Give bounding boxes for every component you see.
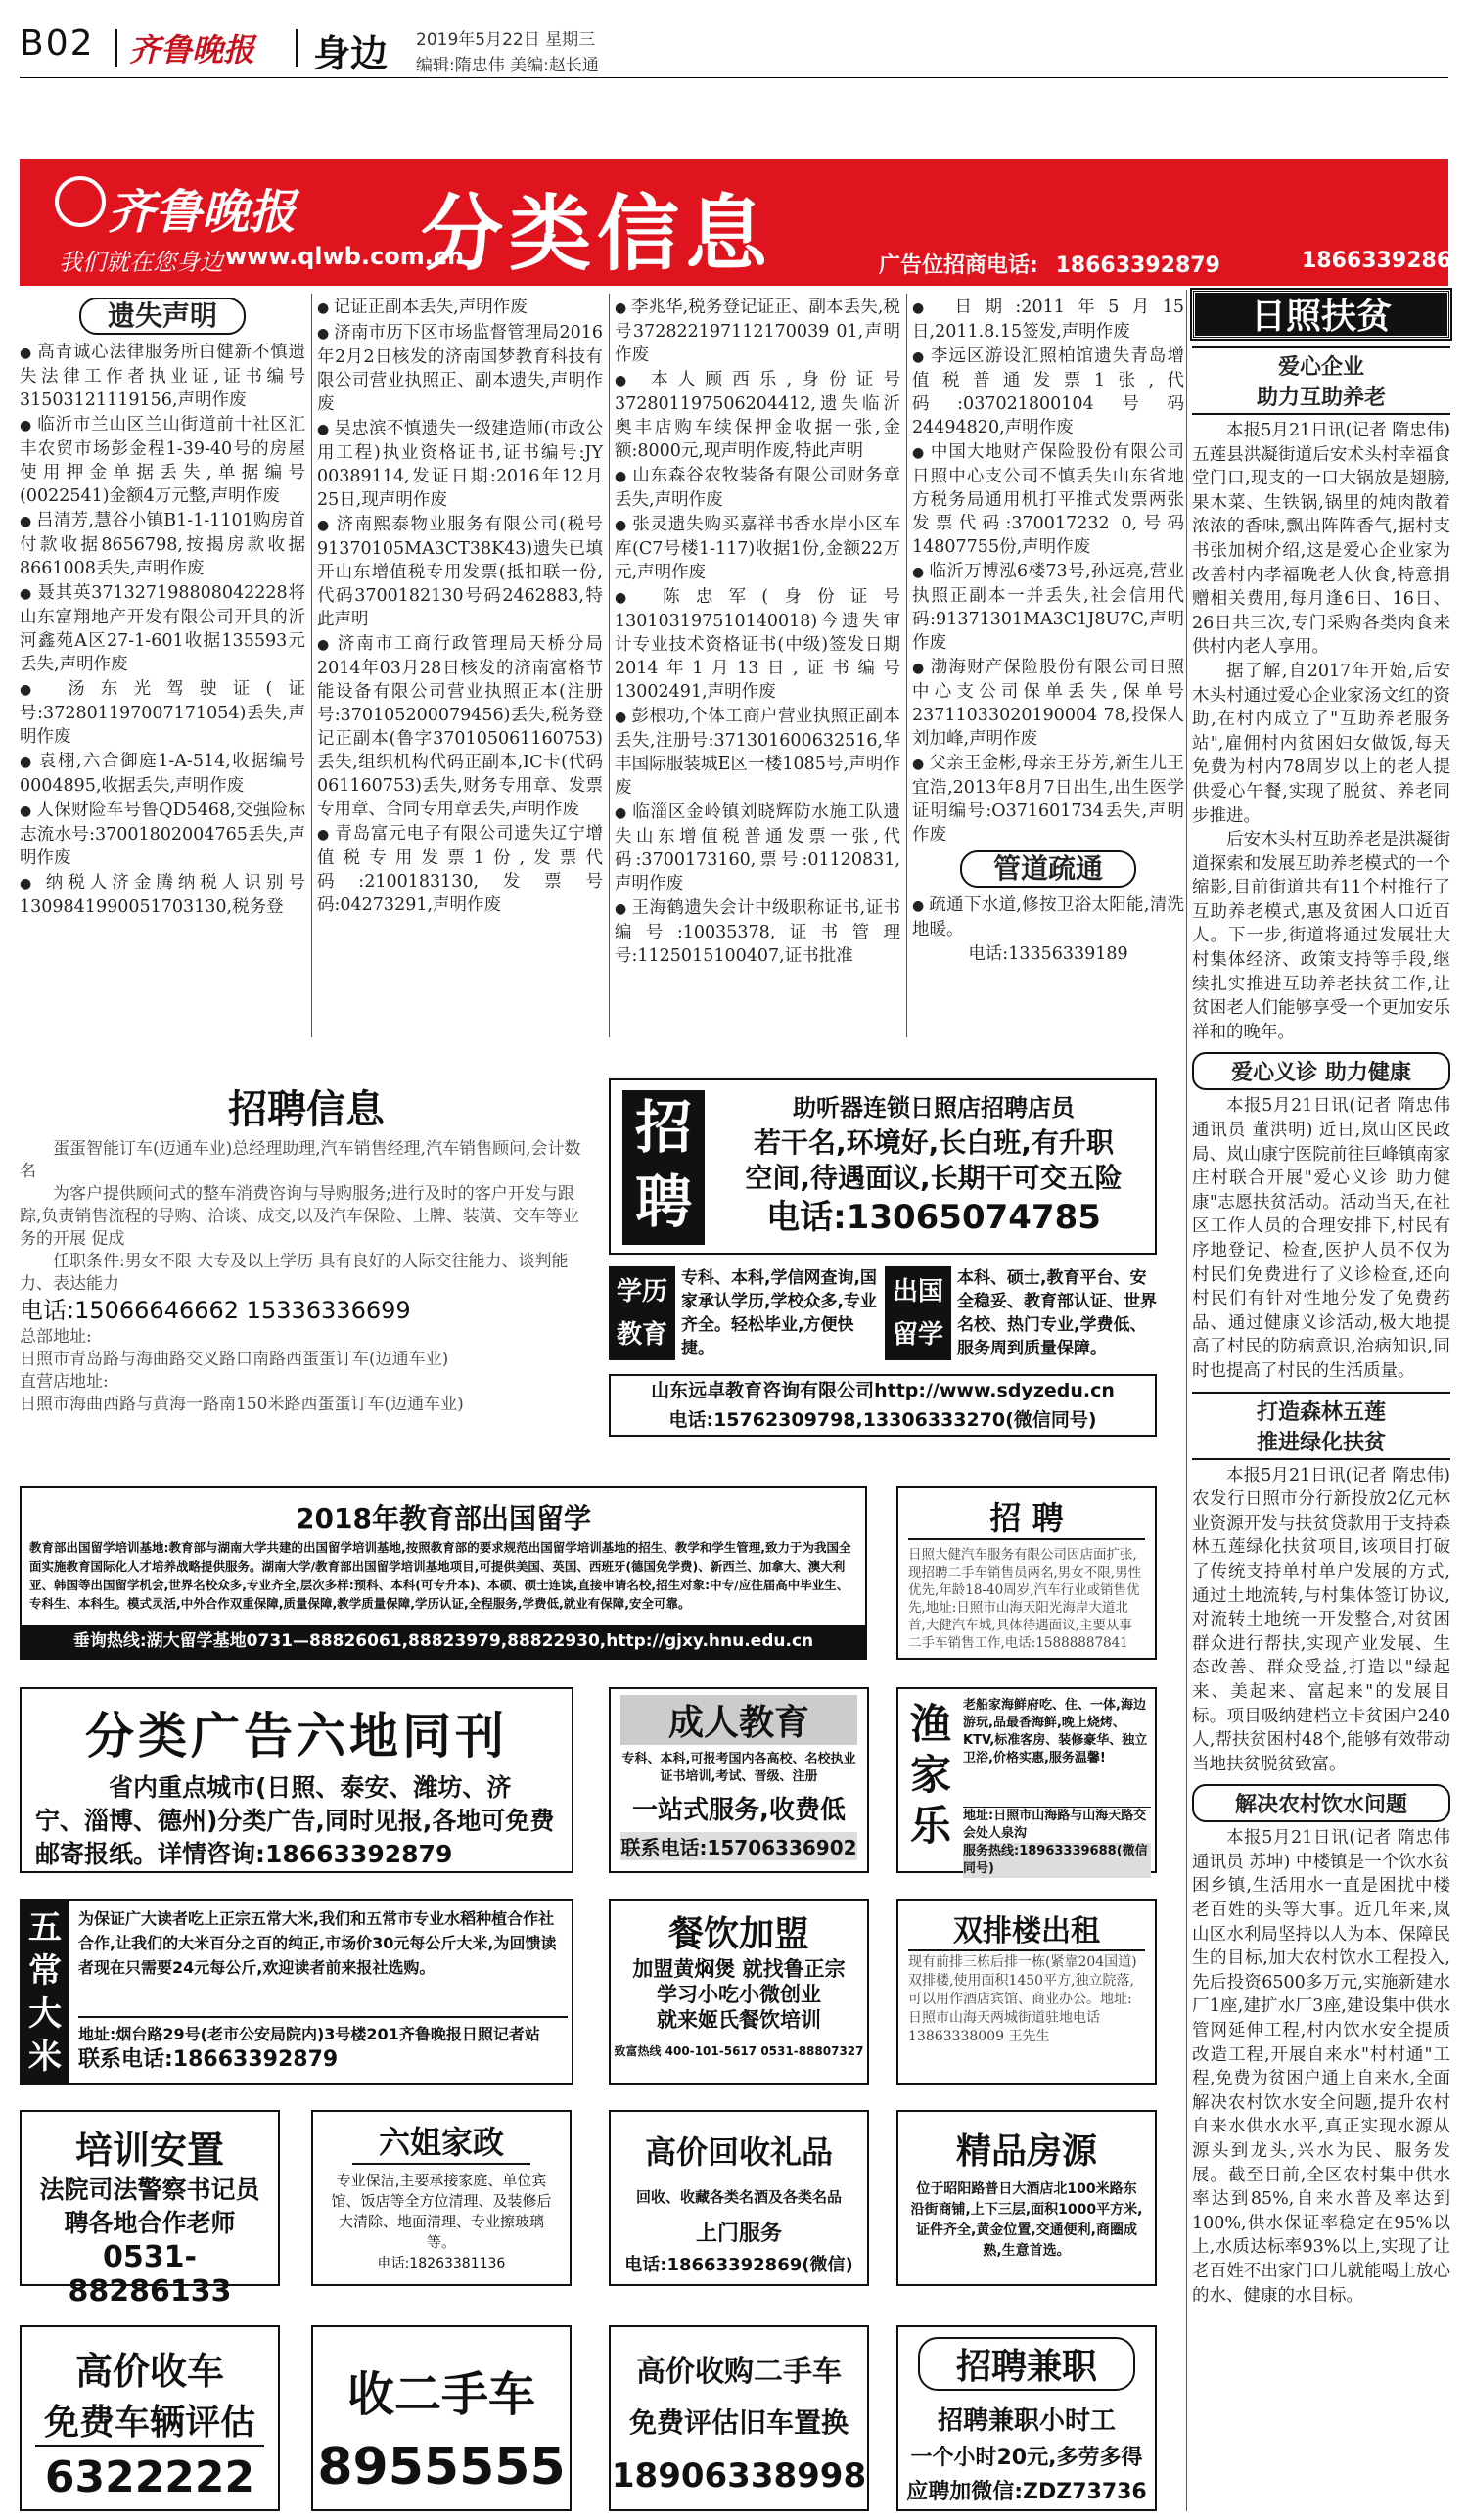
- notice-item: ● 张灵遗失购买嘉祥书香水岸小区车库(C7号楼1-117)收据1份,金额22万元,声明作废: [615, 513, 900, 584]
- notice-item: ● 山东森谷农牧装备有限公司财务章丢失,声明作废: [615, 464, 900, 512]
- ad-badge: 五常大米: [22, 1901, 69, 2083]
- article-text: 本报5月21日讯(记者 隋忠伟 通讯员 苏坤) 中楼镇是一个饮水贫困乡镇,生活用水一直是困扰中楼老百姓的头等大事。近几年来,岚山区水利局坚持以人为本、保障民生的目标,加大农村饮水工程投入,先后投资6500多万元,实施新建水厂1座,建扩水厂3座,建设集中供水管网延伸工程,村内饮水安全提质改造工程,开展自来水"村村通"工程,免费为贫困户通上自来水,全面解决农村饮水安全问题,提升农村自来水供水水平,真正实现水源从源头到龙头,兴水为民、服务发展。截至目前,全区农村集中供水率达到85%,自来水普及率达到100%,供水保证率稳定在95%以上,水质达标率93%以上,实现了让老百姓不出家门口儿就能喝上放心的水、健康的水目标。: [1192, 1828, 1450, 2306]
- ad-building-rent: [896, 1899, 1157, 2085]
- ad-part-time: [896, 2325, 1157, 2511]
- banner-title: 分类信息: [421, 186, 774, 282]
- ad-gift-recycle: [609, 2110, 869, 2286]
- ad-text: 任职条件:男女不限 大专及以上学历 具有良好的人际交往能力、谈判能力、表达能力: [20, 1252, 569, 1294]
- notice-item: ● 临沂市兰山区兰山街道前十社区汇丰农贸市场彭金程1-39-40号的房屋使用押金单据丢失,单据编号(0022541)金额4万元整,声明作废: [20, 413, 305, 508]
- ad-contact: 地址:烟台路29号(老市公安局院内)3号楼201齐鲁晚报日照记者站 联系电话:18663392879: [78, 2016, 568, 2073]
- notice-item: ● 本人顾西乐,身份证号372801197506204412,遗失临沂奥丰店购车续保押金收据一张,金额:8000元,现声明作废,特此声明: [615, 368, 900, 463]
- divider: [311, 294, 312, 1037]
- section-title-lost: 遗失声明: [79, 298, 246, 335]
- pipe-phone: 电话:13356339189: [968, 944, 1128, 964]
- ad-text: 省内重点城市(日照、泰安、潍坊、济宁、淄博、德州)分类广告,同时见报,各地可免费邮寄报纸。详情咨询:18663392879: [35, 1773, 555, 1868]
- ad-text: 日照大健汽车服务有限公司因店面扩张,现招聘二手车销售员两名,男女不限,男性优先,年龄18-40周岁,汽车行业或销售优先,地址:日照市山海天阳光海岸大道北首,大健汽车城,具体待遇面议,主要从事二手车销售工作,电话:15888887841: [908, 1547, 1142, 1651]
- article-title: 爱心义诊 助力健康: [1192, 1052, 1450, 1090]
- ad-text: 为客户提供顾问式的整车消费咨询与导购服务;进行及时的客户开发与跟踪,负责销售流程的导购、洽谈、成交,以及汽车保险、上牌、装潢、交车等业务的开展 促成: [20, 1184, 579, 1249]
- logo-ring-icon: [55, 176, 106, 227]
- ad-text: 一站式服务,收费低: [632, 1796, 846, 1825]
- article-text: 后安木头村互助养老是洪凝街道探索和发展互助养老模式的一个缩影,目前街道共有11个村推行了互助养老模式,惠及贫困人口近百人。下一步,街道将通过发展壮大村集体经济、政策支持等手段,继续扎实推进互助养老扶贫工作,让贫困老人们能够享受一个更加安乐祥和的晚年。: [1192, 830, 1450, 1042]
- ad-title: 双排楼出租: [908, 1906, 1145, 1951]
- editors: 编辑:隋忠伟 美编:赵长通: [416, 56, 599, 75]
- ad-housekeeping: [311, 2110, 572, 2286]
- ad-training: [20, 2110, 280, 2309]
- ad-badge: 招 聘: [622, 1090, 705, 1245]
- ad-six-cities: [20, 1687, 573, 1873]
- ad-text: 加盟黄焖煲 就找鲁正宗 学习小吃小微创业 就来姬氏餐饮培训: [632, 1957, 846, 2032]
- ad-recruit-info: [20, 1078, 593, 1441]
- notice-column-2: [317, 296, 603, 918]
- ad-contact: 山东远卓教育咨询有限公司http://www.sdyzedu.cn 电话:15762309798,13306333270(微信同号): [609, 1374, 1157, 1437]
- ad-phone: 联系电话:15706336902: [620, 1832, 857, 1860]
- notice-item: ● 记证正副本丢失,声明作废: [317, 296, 603, 320]
- ad-text: 免费车辆评估: [35, 2395, 264, 2447]
- ad-text: 老船家海鲜府吃、住、一体,海边游玩,品最香海鲜,晚上烧烤、KTV,标准客房、装修豪华、独立卫浴,价格实惠,服务温馨!: [963, 1698, 1148, 1765]
- ad-wuchang-rice: [20, 1899, 573, 2085]
- article-title: 打造森林五莲 推进绿化扶贫: [1192, 1392, 1450, 1460]
- ad-phone: 电话:15066646662 15336336699: [20, 1297, 411, 1324]
- ad-text: 法院司法警察书记员 聘各地合作老师: [39, 2176, 260, 2237]
- article-title: 爱心企业 助力互助养老: [1192, 346, 1450, 415]
- ad-phone: 垂询热线:湖大留学基地0731—88826061,88823979,88822930,http://gjxy.hnu.edu.cn: [22, 1625, 865, 1658]
- notice-item: ● 日期:2011年5月15日,2011.8.15签发,声明作废: [912, 296, 1184, 344]
- notice-item: ● 父亲王金彬,母亲王芬芳,新生儿王宜浩,2013年8月7日出生,出生医学证明编号:O371601734丢失,声明作废: [912, 752, 1184, 847]
- ad-title: 高价收车: [74, 2350, 224, 2393]
- newspaper-logo: 齐鲁晚报: [129, 31, 255, 69]
- ad-text: 一个小时20元,多劳多得: [910, 2446, 1143, 2470]
- notice-item: ● 李兆华,税务登记证正、副本丢失,税号372822197112170039 01,声明作废: [615, 296, 900, 367]
- article-text: 据了解,自2017年开始,后安木头村通过爱心企业家汤文红的资助,在村内成立了"互助养老服务站",雇佣村内贫困妇女做饭,每天免费为村内78周岁以上的老人提供爱心午餐,实现了脱贫、养老同步推进。: [1192, 661, 1450, 826]
- ad-phone: 电话:18663392869(微信): [624, 2255, 853, 2275]
- ad-used-car-buy: [609, 2325, 869, 2511]
- ad-adult-education: [609, 1687, 869, 1873]
- ad-phone: 电话:18263381136: [377, 2256, 506, 2271]
- ad-catering-franchise: [609, 1899, 869, 2085]
- banner-logo: 齐鲁晚报: [108, 185, 297, 240]
- page-number: B02: [20, 23, 95, 64]
- pipe-text: ● 疏通下水道,修按卫浴太阳能,清洗地暖。: [912, 893, 1184, 941]
- banner-phone-2: 18663392869: [1302, 249, 1467, 273]
- notice-item: ● 人保财险车号鲁QD5468,交强险标志流水号:37001802004765丢失,声明作废: [20, 799, 305, 870]
- notice-item: ● 吴忠滨不慎遗失一级建造师(市政公用工程)执业资格证书,证书编号:JY 00389114,发证日期:2016年12月25日,现声明作废: [317, 417, 603, 512]
- ad-title: 招 聘: [908, 1493, 1145, 1540]
- notice-item: ● 临沂万博泓6楼73号,孙远亮,营业执照正副本一并丢失,社会信用代码:91371301MA3C1J8U7C,声明作废: [912, 560, 1184, 655]
- ad-text: 总部地址:: [20, 1327, 92, 1347]
- notice-item: ● 吕清芳,慧谷小镇B1-1-1101购房首付款收据8656798,按揭房款收据8661008丢失,声明作废: [20, 509, 305, 580]
- ad-used-car: [311, 2325, 572, 2511]
- notice-item: ● 王海鹤遗失会计中级职称证书,证书编号:10035378,证书管理号:1125015100407,证书批准: [615, 896, 900, 968]
- notice-item: ● 济南市历下区市场监督管理局2016年2月2日核发的济南国梦教育科技有限公司营业执照正、副本遗失,声明作废: [317, 321, 603, 416]
- notice-item: ● 青岛富元电子有限公司遗失辽宁增值税专用发票1份,发票代码:2100183130,发票号码:04273291,声明作废: [317, 822, 603, 917]
- ad-badge: 出国 留学: [885, 1266, 951, 1360]
- poverty-banner: 日照扶贫: [1192, 290, 1450, 339]
- ad-text: 位于昭阳路普日大酒店北100米路东沿街商铺,上下三层,面积1000平方米,证件齐全,黄金位置,交通便利,商圈成熟,生意首选。: [910, 2181, 1143, 2259]
- page-header: [20, 18, 1448, 78]
- ad-text: 上门服务: [695, 2222, 782, 2246]
- ad-title: 高价回收礼品: [644, 2133, 833, 2171]
- ad-hearing-aid: [609, 1078, 1157, 1255]
- ad-text: 应聘加微信:ZDZ73736: [906, 2480, 1147, 2504]
- ad-title: 招聘兼职: [918, 2337, 1135, 2391]
- ad-text: 日照市青岛路与海曲路交叉路口南路西蛋蛋订车(迈通车业): [20, 1350, 449, 1369]
- notice-column-4: [912, 296, 1184, 966]
- ad-contact: 地址:日照市山海路与山海天路交会处人泉沟 服务热线:18963339688(微信同号): [963, 1807, 1151, 1878]
- notice-item: ● 彭根功,个体工商户营业执照正副本丢失,注册号:371301600632516,华丰国际服装城E区一楼1085号,声明作废: [615, 705, 900, 800]
- section-name: 身边: [313, 32, 389, 75]
- notice-item: ● 临淄区金岭镇刘晓辉防水施工队遗失山东增值税普通发票一张,代码:3700173160,票号:01120831,声明作废: [615, 801, 900, 895]
- notice-item: ● 高青诚心法律服务所白健新不慎遗失法律工作者执业证,证书编号31503121119156,声明作废: [20, 341, 305, 412]
- notice-item: ● 济南熙泰物业服务有限公司(税号91370105MA3CT38K43)遗失已填开山东增值税专用发票(抵扣联一份,代码3700182130号码2462883,特此声明: [317, 513, 603, 631]
- notice-column-1: [20, 296, 305, 920]
- notice-item: ● 济南市工商行政管理局天桥分局2014年03月28日核发的济南富格节能设备有限公司营业执照正本(注册号:370105200079456)丢失,税务登记正副本(鲁字370105061160753)丢失,组织机构代码正副本,IC卡(代码061160753)丢失,财务专用章、发票专用章、合同专用章丢失,声明作废: [317, 632, 603, 821]
- notice-item: ● 纳税人济金腾纳税人识别号1309841990051703130,税务登: [20, 871, 305, 919]
- ad-text: 本科、硕士,教育平台、安全稳妥、教育部认证、世界名校、热门专业,学费低、服务周到质量保障。: [957, 1268, 1157, 1358]
- banner-phone-label: 广告位招商电话: 18663392879: [879, 253, 1220, 278]
- notice-item: ● 袁栩,六合御庭1-A-514,收据编号0004895,收据丢失,声明作废: [20, 750, 305, 798]
- banner-url: www.qlwb.com.cn: [225, 243, 465, 270]
- ad-title: 分类广告六地同刊: [85, 1708, 508, 1764]
- ad-text: 为保证广大读者吃上正宗五常大米,我们和五常市专业水稻种植合作社合作,让我们的大米百分之百的纯正,市场价30元每公斤大米,为回馈读者现在只需要24元每公斤,欢迎读者前来报社选购。: [78, 1909, 557, 1977]
- divider: [906, 294, 907, 1037]
- ad-title: 培训安置: [74, 2129, 224, 2172]
- ad-text: 助听器连锁日照店招聘店员 若干名,环境好,长白班,有升职 空间,待遇面议,长期干可交五险 电话:13065074785: [745, 1094, 1123, 1237]
- classified-banner: [20, 159, 1467, 286]
- notice-item: ● 渤海财产保险股份有限公司日照中心支公司保单丢失,保单号23711033020190004 78,投保人刘加峰,声明作废: [912, 656, 1184, 751]
- ad-title: 精品房源: [955, 2131, 1097, 2172]
- ad-fisherman-resort: [896, 1687, 1157, 1876]
- ad-phone: 18906338998: [611, 2456, 867, 2496]
- notice-column-3: [615, 296, 900, 969]
- ad-text: 专科、本科,学信网查询,国家承认学历,学校众多,专业齐全。轻松毕业,方便快捷。: [681, 1268, 877, 1358]
- section-title-pipe: 管道疏通: [960, 850, 1136, 888]
- article-text: 本报5月21日讯(记者 隋忠伟 通讯员 董洪明) 近日,岚山区民政局、岚山康宁医院前往巨峰镇南家庄村联合开展"爱心义诊 助力健康"志愿扶贫活动。活动当天,在社区工作人员的合理安排下,村民有序地登记、检查,医护人员不仅为村民们免费进行了义诊检查,还向村民们有针对性地分发了免费药品、通过健康义诊活动,极大地提高了村民的防病意识,治病知识,同时也提高了村民的生活质量。: [1192, 1096, 1450, 1381]
- article-text: 本报5月21日讯(记者 隋忠伟) 五莲县洪凝街道后安术头村幸福食堂门口,现支的一口大锅放是翅膀,果木菜、生铁锅,锅里的炖肉散着浓浓的香味,飘出阵阵香气,据村支书张加树介绍,这是爱心企业家为改善村内孝福晚老人伙食,特意捐赠相关费用,每月逢6日、16日、26日共三次,专门采购各类肉食来供村内老人享用。: [1192, 421, 1450, 658]
- ad-title: 高价收购二手车: [636, 2355, 842, 2389]
- ad-property: [896, 2110, 1157, 2286]
- ad-text: 招聘兼职小时工: [937, 2406, 1116, 2436]
- ad-title: 渔家乐: [909, 1700, 951, 1850]
- poverty-column: [1192, 290, 1450, 2308]
- notice-item: ● 李远区游设汇照柏馆遗失青岛增值税普通发票1张,代码:037021800104号码24494820,声明作废: [912, 344, 1184, 439]
- ad-title: 餐饮加盟: [667, 1914, 809, 1954]
- notice-item: ● 聂其英371327198808042228将山东富翔地产开发有限公司开具的沂河鑫苑A区27-1-601收据135593元丢失,声明作废: [20, 581, 305, 676]
- divider: [1186, 290, 1187, 2511]
- ad-phone: 8955555: [317, 2438, 566, 2497]
- ad-phone: 致富热线 400-101-5617 0531-88807327: [614, 2044, 864, 2058]
- ad-education: [609, 1264, 1157, 1450]
- ad-title: 成人教育: [620, 1695, 857, 1745]
- ad-car-buy: [20, 2325, 280, 2511]
- divider: [296, 29, 298, 67]
- banner-slogan: 我们就在您身边: [59, 249, 223, 276]
- ad-text: 蛋蛋智能订车(迈通车业)总经理助理,汽车销售经理,汽车销售顾问,会计数名: [20, 1139, 581, 1181]
- notice-item: ● 陈忠军(身份证号130103197510140018)今遗失审计专业技术资格证书(中级)签发日期2014年1月13日,证书编号13002491,声明作废: [615, 585, 900, 704]
- ad-text: 专业保洁,主要承接家庭、单位宾馆、饭店等全方位清理、及装修后大清除、地面清理、专业擦玻璃等。: [331, 2172, 552, 2251]
- ad-car-recruit: [896, 1486, 1157, 1660]
- ad-title: 收二手车: [346, 2367, 535, 2422]
- ad-text: 教育部出国留学培训基地:教育部与湖南大学共建的出国留学培训基地,按照教育部的要求规范出国留学培训基地的招生、教学和学生管理,致力于为我国全面实施教育国际化人才培养战略提供服务。湖南大学/教育部出国留学培训基地项目,可提供美国、英国、西班牙(德国免学费)、新西兰、加拿大、澳大利亚、韩国等出国留学机会,世界名校众多,专业齐全,层次多样:预科、本科(可专升本)、本硕、硕士连读,直接申请名校,招生对象:中专/应往届高中毕业生、专科生、本科生。模式灵活,中外合作双重保障,质量保障,教学质量保障,学历认证,全程服务,学费低,就业有保障,安全可靠。: [29, 1540, 851, 1611]
- divider: [609, 294, 610, 1037]
- notice-item: ● 中国大地财产保险股份有限公司日照中心支公司不慎丢失山东省地方税务局通用机打平推式发票两张发票代码:370017232 0,号码14807755份,声明作废: [912, 440, 1184, 559]
- ad-text: 直营店地址:: [20, 1372, 109, 1392]
- ad-study-abroad: [20, 1486, 867, 1660]
- ad-title: 招聘信息: [228, 1087, 385, 1132]
- ad-text: 专科、本科,可报考国内各高校、名校执业证书培训,考试、晋级、注册: [621, 1752, 856, 1784]
- ad-badge: 学历 教育: [609, 1266, 675, 1360]
- issue-date: 2019年5月22日 星期三: [416, 30, 596, 50]
- article-text: 本报5月21日讯(记者 隋忠伟) 农发行日照市分行新投放2亿元林业资源开发与扶贫贷款用于支持森林五莲绿化扶贫项目,该项目打破了传统支持单村单户发展的方式,通过土地流转,与村集体签订协议,对流转土地统一开发整合,对贫困群众进行帮扶,实现产业发展、生态改善、群众受益,打造以"绿起来、美起来、富起来"的发展目标。项目吸纳建档立卡贫困户240人,帮扶贫困村48个,能够有效带动当地扶贫脱贫致富。: [1192, 1465, 1450, 1774]
- article-title: 解决农村饮水问题: [1192, 1784, 1450, 1822]
- ad-text: 免费评估旧车置换: [628, 2406, 849, 2439]
- ad-title: 六姐家政: [352, 2118, 530, 2165]
- notice-item: ● 汤东光驾驶证(证号:372801197007171054)丢失,声明作废: [20, 677, 305, 749]
- ad-text: 日照市海曲西路与黄海一路南150米路西蛋蛋订车(迈通车业): [20, 1395, 464, 1414]
- ad-phone: 6322222: [44, 2452, 255, 2502]
- ad-phone: 0531-88286133: [68, 2240, 232, 2309]
- ad-text: 现有前排三栋后排一栋(紧靠204国道)双排楼,使用面积1450平方,独立院落,可以用作酒店宾馆、商业办公。地址:日照市山海天两城街道驻地电话13863338009 王先生: [908, 1954, 1137, 2044]
- divider: [115, 29, 117, 67]
- ad-text: 回收、收藏各类名酒及各类名品: [635, 2188, 842, 2206]
- ad-title: 2018年教育部出国留学: [296, 1502, 591, 1535]
